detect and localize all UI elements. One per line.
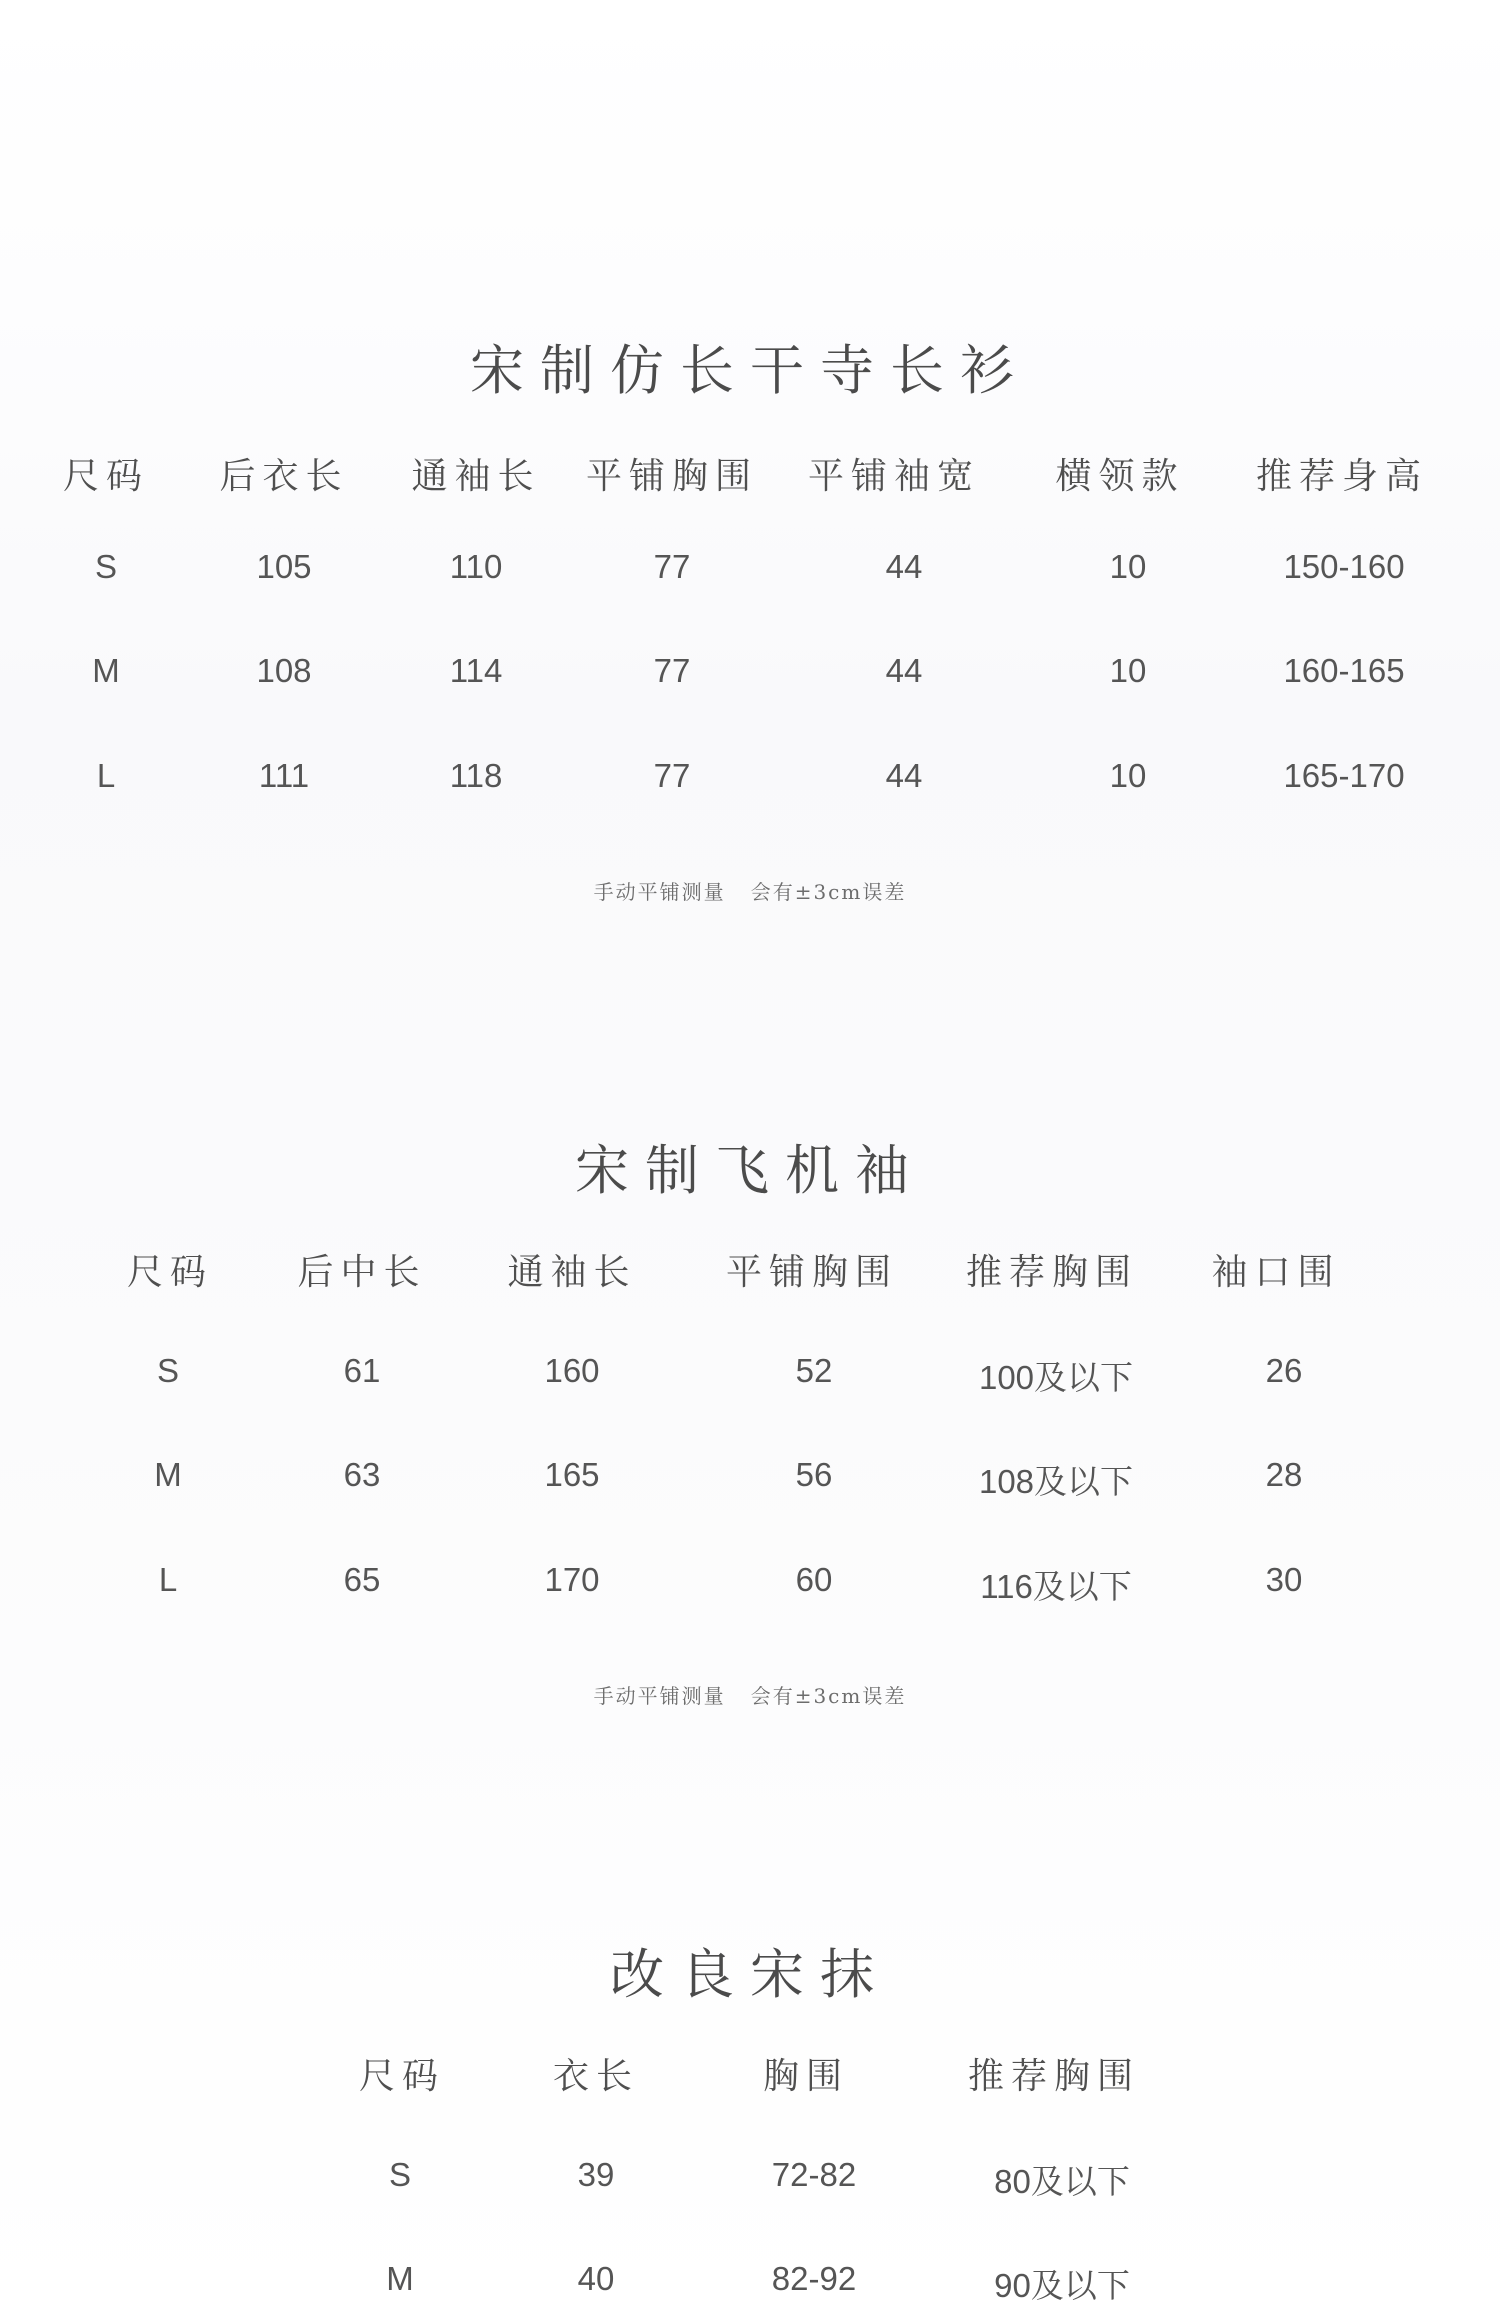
table-title: 改良宋抹: [610, 1943, 890, 2006]
table-cell: 165: [544, 1456, 600, 1493]
table-cell: 40: [577, 2260, 615, 2297]
table-cell: S: [156, 1352, 180, 1389]
measurement-note: 手动平铺测量 会有±3cm误差: [593, 880, 907, 904]
column-header-center-back-length: 后中长: [297, 1252, 427, 1293]
column-header-cuff: 袖口围: [1211, 1252, 1341, 1293]
column-header-collar-style: 横领款: [1055, 456, 1185, 497]
table-cell: 44: [885, 548, 923, 585]
table-cell: L: [158, 1561, 178, 1598]
table-cell: 110: [449, 548, 503, 585]
table-cell: 77: [653, 548, 691, 585]
table-cell: 80及以下: [994, 2163, 1130, 2200]
table-cell: 111: [258, 757, 310, 794]
table-cell: 56: [795, 1456, 833, 1493]
column-header-chest: 胸围: [762, 2056, 850, 2097]
table-cell: 52: [795, 1352, 833, 1389]
table-cell: 90及以下: [994, 2267, 1130, 2304]
table-cell: 108及以下: [978, 1463, 1134, 1500]
table-cell: 160: [544, 1352, 600, 1389]
column-header-size: 尺码: [62, 456, 150, 497]
table-cell: 72-82: [771, 2156, 857, 2193]
table-cell: 82-92: [771, 2260, 857, 2297]
table-cell: 150-160: [1283, 548, 1405, 585]
table-cell: 39: [577, 2156, 615, 2193]
table-cell: 77: [653, 757, 691, 794]
table-cell: 10: [1109, 757, 1147, 794]
table-cell: 30: [1265, 1561, 1303, 1598]
column-header-flat-chest: 平铺胸围: [725, 1252, 899, 1293]
table-cell: 116及以下: [980, 1568, 1132, 1605]
table-title: 宋制飞机袖: [575, 1139, 925, 1202]
column-header-recommended-chest: 推荐胸围: [967, 2056, 1141, 2097]
table-cell: M: [154, 1456, 182, 1493]
table-cell: 118: [449, 757, 503, 794]
table-cell: 10: [1109, 548, 1147, 585]
table-cell: 60: [795, 1561, 833, 1598]
table-title: 宋制仿长干寺长衫: [470, 339, 1030, 402]
column-header-flat-chest: 平铺胸围: [585, 456, 759, 497]
table-cell: 28: [1265, 1456, 1303, 1493]
column-header-sleeve-length: 通袖长: [411, 456, 541, 497]
table-cell: 61: [343, 1352, 381, 1389]
table-cell: M: [92, 652, 120, 689]
table-cell: 77: [653, 652, 691, 689]
column-header-garment-length: 衣长: [552, 2056, 640, 2097]
column-header-flat-sleeve-width: 平铺袖宽: [807, 456, 981, 497]
table-cell: 114: [449, 652, 503, 689]
table-cell: L: [96, 757, 116, 794]
column-header-recommended-chest: 推荐胸围: [965, 1252, 1139, 1293]
table-cell: S: [388, 2156, 412, 2193]
table-cell: S: [94, 548, 118, 585]
table-cell: 10: [1109, 652, 1147, 689]
table-cell: 105: [256, 548, 312, 585]
table-cell: 108: [256, 652, 312, 689]
column-header-size: 尺码: [126, 1252, 214, 1293]
table-cell: 170: [544, 1561, 600, 1598]
table-cell: 44: [885, 757, 923, 794]
table-cell: 44: [885, 652, 923, 689]
table-cell: 26: [1265, 1352, 1303, 1389]
table-cell: M: [386, 2260, 414, 2297]
column-header-sleeve-length: 通袖长: [507, 1252, 637, 1293]
table-cell: 100及以下: [978, 1359, 1134, 1396]
table-cell: 65: [343, 1561, 381, 1598]
column-header-back-length: 后衣长: [219, 456, 349, 497]
table-cell: 63: [343, 1456, 381, 1493]
measurement-note: 手动平铺测量 会有±3cm误差: [593, 1684, 907, 1708]
column-header-size: 尺码: [358, 2056, 446, 2097]
table-cell: 160-165: [1283, 652, 1405, 689]
column-header-recommended-height: 推荐身高: [1255, 456, 1429, 497]
table-cell: 165-170: [1283, 757, 1405, 794]
